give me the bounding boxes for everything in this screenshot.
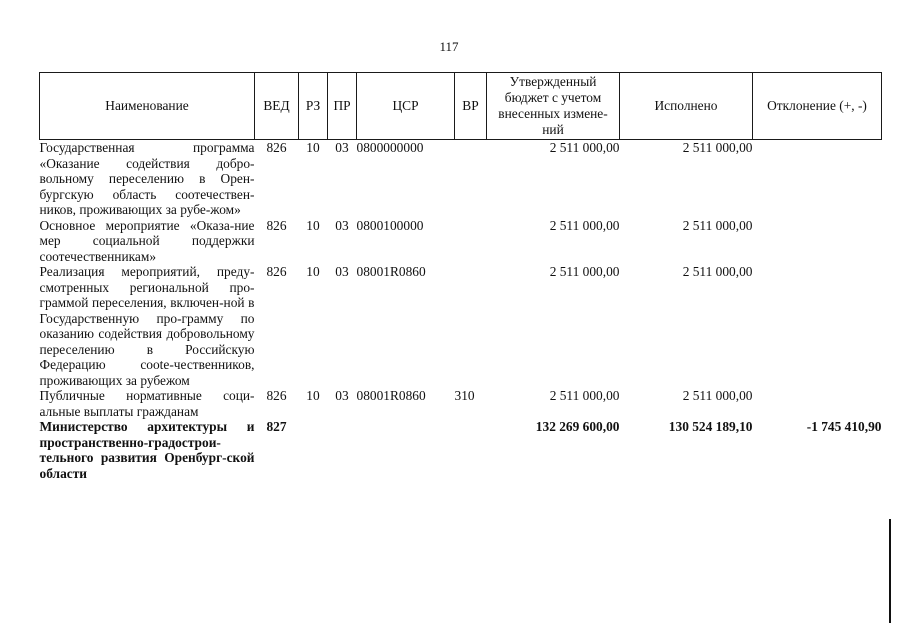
table-header (40, 73, 882, 140)
table-row-total (40, 419, 882, 481)
row-ved: 827 (266, 419, 287, 434)
row-csr: 0800100000 (356, 217, 424, 233)
row-csr: 08001R0860 (356, 388, 426, 403)
row-ved: 826 (266, 388, 287, 403)
row-name: Публичные нормативные соци-альные выплаты гражданам (39, 388, 255, 419)
budget-table (39, 72, 882, 481)
row-vr: 310 (454, 388, 475, 403)
row-deviation: -1 745 410,90 (806, 419, 882, 434)
table-row (40, 218, 882, 265)
row-rz: 10 (306, 264, 320, 279)
row-executed: 130 524 189,10 (668, 419, 753, 434)
row-vr (455, 264, 487, 388)
row-executed: 2 511 000,00 (682, 264, 753, 279)
header-deviation: Отклонение (+, -) (753, 73, 882, 140)
table-row (40, 388, 882, 419)
row-rz: 10 (306, 140, 320, 155)
header-name: Наименование (40, 73, 255, 140)
row-deviation (753, 218, 882, 265)
header-vr: ВР (455, 73, 487, 140)
row-approved: 2 511 000,00 (549, 217, 620, 233)
row-name: Государственная программа «Оказание содействия добро-вольному переселению в Орен-бургскую область соотечествен-ников, проживающих за рубе-жом» (39, 140, 255, 217)
row-approved: 132 269 600,00 (535, 419, 620, 434)
page-number: 117 (439, 39, 459, 54)
table-row (40, 264, 882, 388)
row-ved: 826 (266, 217, 287, 233)
table-body (40, 140, 882, 482)
row-deviation (753, 140, 882, 218)
row-pr: 03 (335, 140, 349, 155)
row-approved: 2 511 000,00 (549, 140, 620, 155)
row-ved: 826 (266, 264, 287, 279)
row-csr: 08001R0860 (356, 264, 426, 279)
row-csr: 0800000000 (356, 140, 424, 155)
row-executed: 2 511 000,00 (682, 388, 753, 403)
header-pr: ПР (328, 73, 357, 140)
row-pr (328, 419, 357, 481)
row-pr: 03 (335, 264, 349, 279)
row-name: Министерство архитектуры и пространственно-градострои-тельного развития Оренбург-ской области (39, 419, 255, 481)
row-vr (455, 218, 487, 265)
header-approved: Утвержденный бюджет с учетом внесенных измене-ний (487, 73, 620, 140)
header-row (40, 73, 882, 140)
row-rz: 10 (306, 388, 320, 403)
row-rz: 10 (306, 217, 320, 233)
table-row (40, 140, 882, 218)
row-vr (455, 419, 487, 481)
row-vr (455, 140, 487, 218)
page-edge-line (889, 519, 891, 623)
row-executed: 2 511 000,00 (682, 140, 753, 155)
row-approved: 2 511 000,00 (549, 264, 620, 279)
header-csr: ЦСР (357, 73, 455, 140)
row-csr (357, 419, 455, 481)
row-pr: 03 (335, 217, 349, 233)
row-executed: 2 511 000,00 (682, 217, 753, 233)
row-name: Основное мероприятие «Оказа-ние мер социальной поддержки соотечественникам» (39, 217, 255, 264)
row-approved: 2 511 000,00 (549, 388, 620, 403)
header-executed: Исполнено (620, 73, 753, 140)
row-pr: 03 (335, 388, 349, 403)
header-ved: ВЕД (255, 73, 299, 140)
row-name: Реализация мероприятий, преду-смотренных региональной про-граммой переселения, включен-ной в Государственную про-грамму по оказанию содействия добровольному переселению в Российскую Федерацию соote-чественников, проживающих за рубежом (39, 264, 255, 388)
row-rz (299, 419, 328, 481)
row-ved: 826 (266, 140, 287, 155)
header-rz: РЗ (299, 73, 328, 140)
row-deviation (753, 388, 882, 419)
row-deviation (753, 264, 882, 388)
